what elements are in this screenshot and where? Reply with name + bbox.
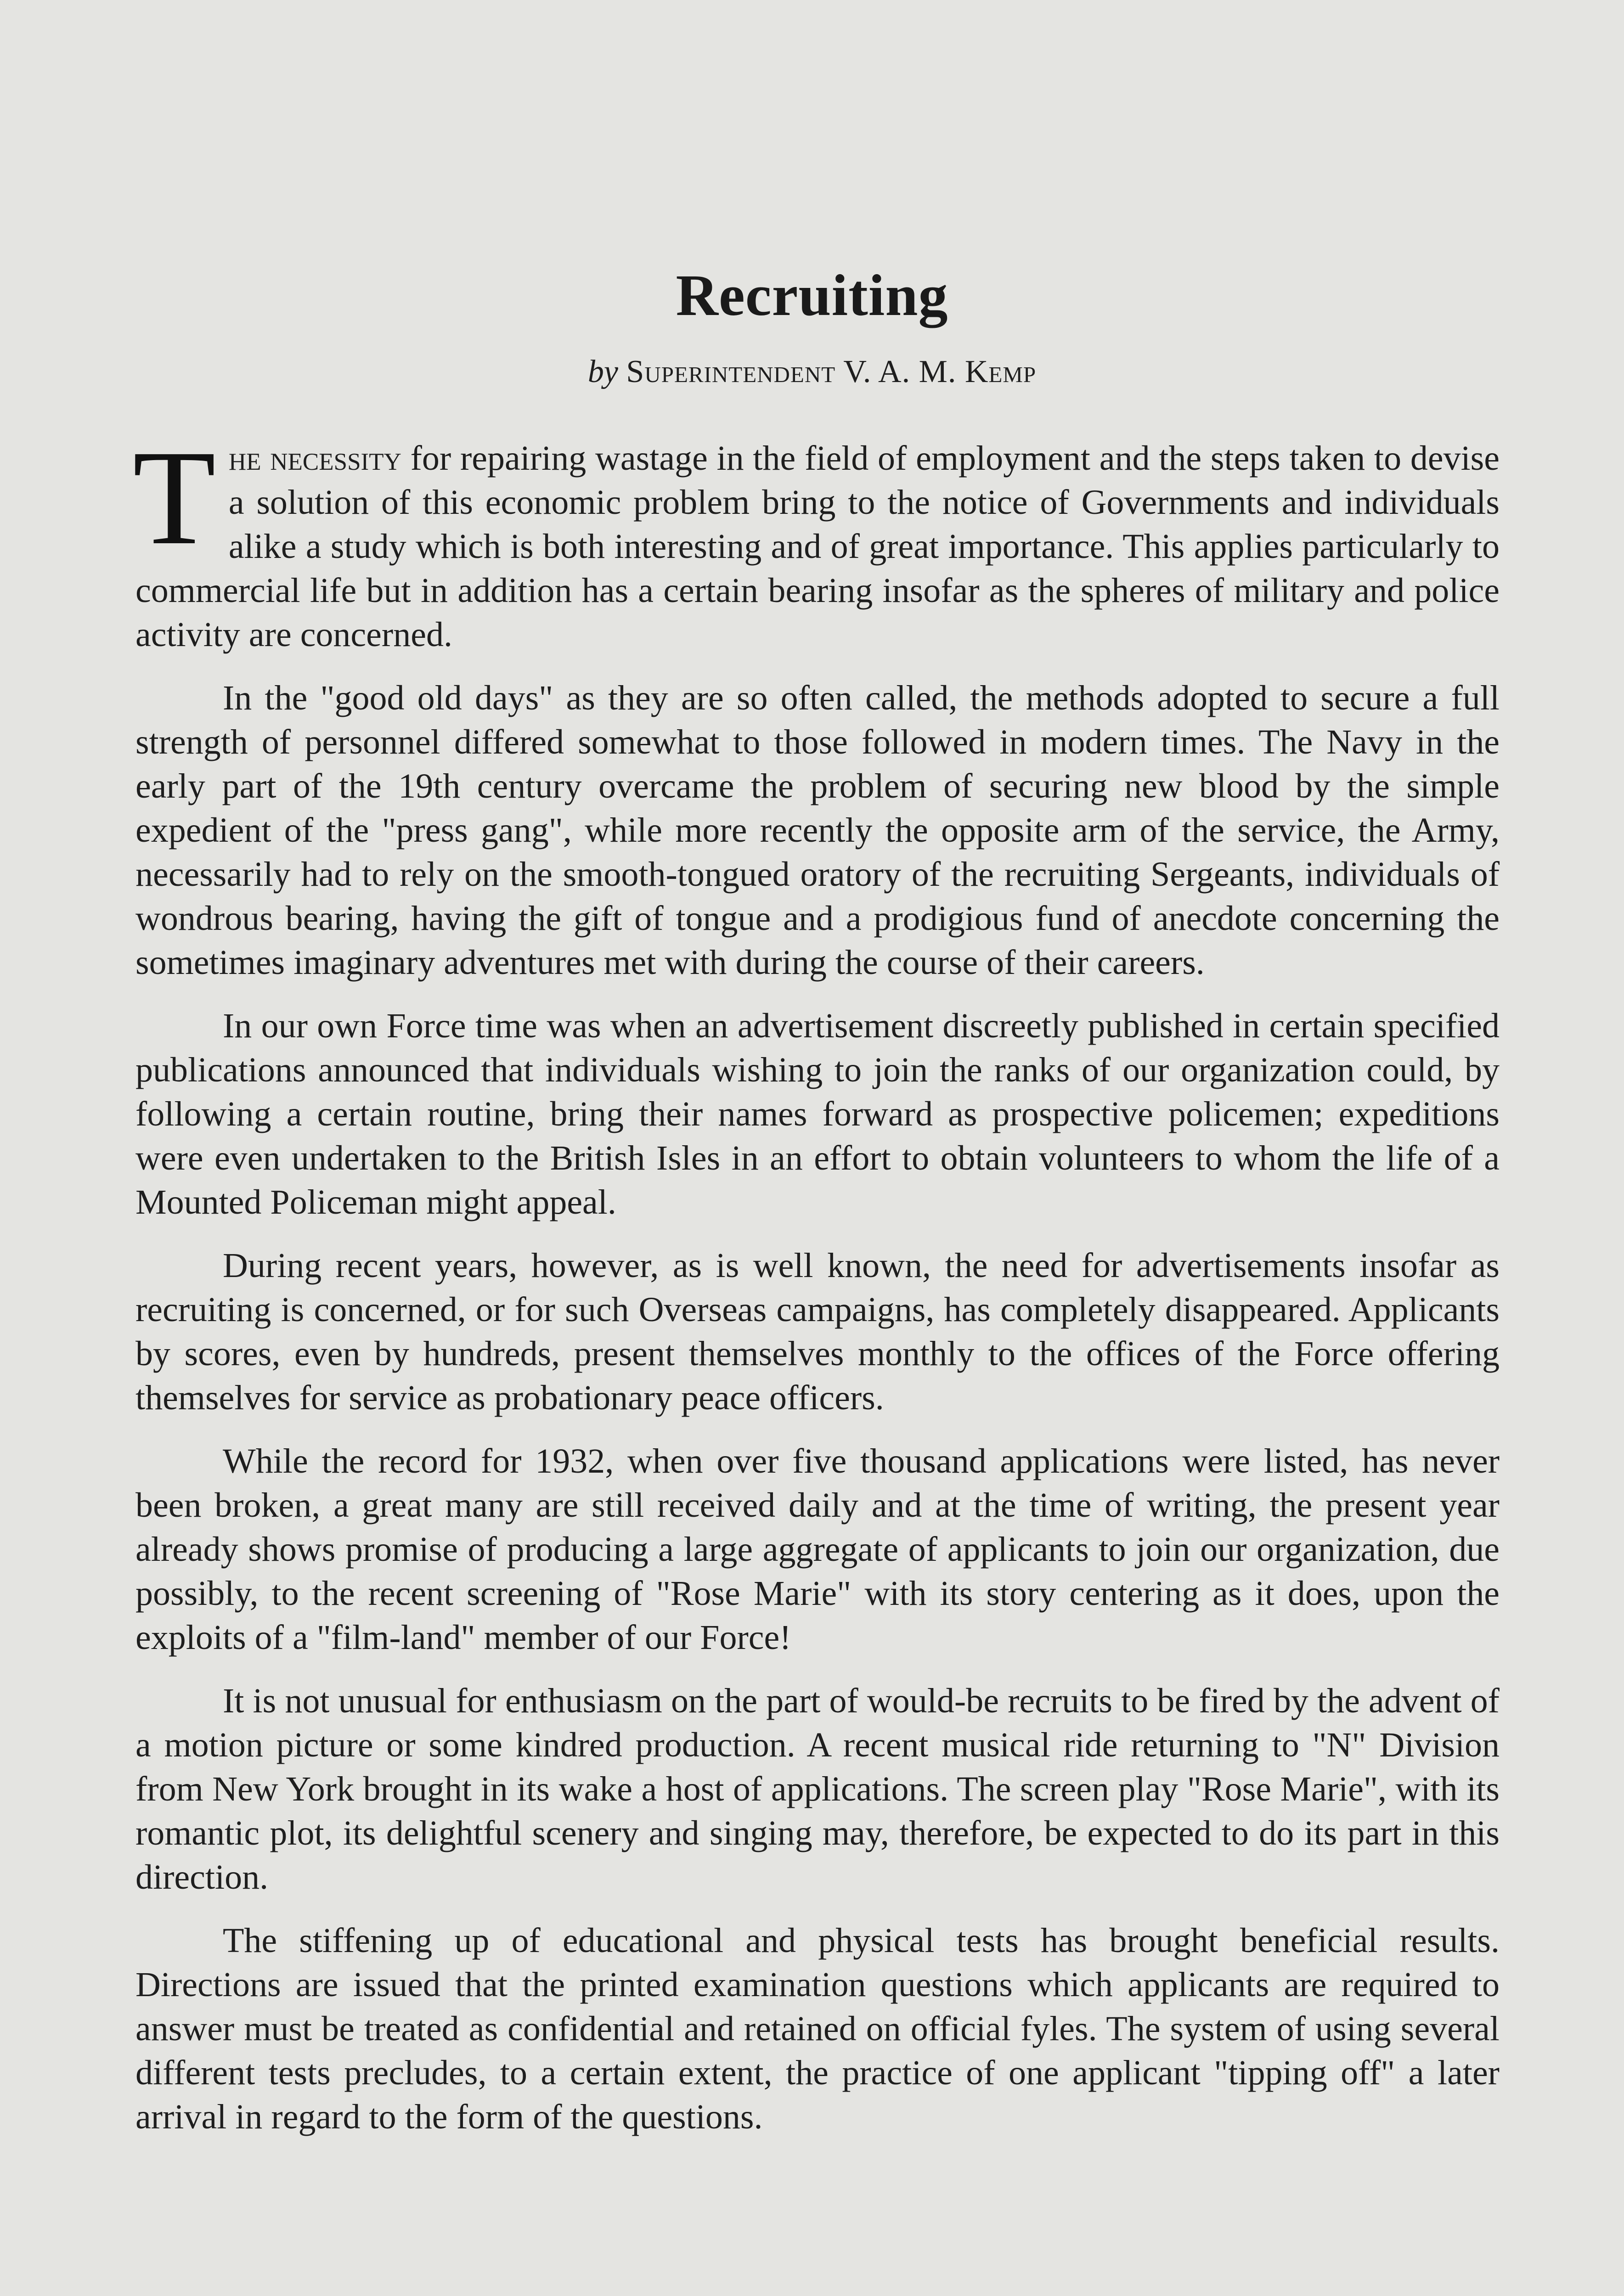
paragraph-7: The stiffening up of educational and physical tests has brought beneficial results. Directions are issued that the printed examination questions which applicants are required to answer must be treated as confidential and retained on official fyles. The system of using several different tests precludes, to a certain extent, the practice of one applicant "tipping off" a later arrival in regard to the form of the questions. bbox=[135, 1921, 1500, 2136]
byline-prefix: by bbox=[587, 354, 618, 389]
paragraph-1 bbox=[133, 422, 1500, 657]
article-body bbox=[133, 422, 1500, 2158]
paragraph-1-text: for repairing wastage in the field of employment and the steps taken to devise a solution of this economic problem bring to the notice of Governments and individuals alike a study which is both interesting and of great importance. This applies particularly to commercial life but in addition has a certain bearing insofar as the spheres of military and police activity are concerned. bbox=[135, 439, 1500, 654]
drop-cap: T bbox=[133, 422, 216, 573]
byline bbox=[0, 354, 1624, 390]
paragraph-4: During recent years, however, as is well known, the need for advertisements insofar as recruiting is concerned, or for such Overseas campaigns, has completely disappeared. Applicants by scores, even by hundreds, present themselves monthly to the offices of the Force offering themselves for service as probationary peace officers. bbox=[135, 1246, 1500, 1417]
paragraph-5: While the record for 1932, when over five thousand applications were listed, has never been broken, a great many are still received daily and at the time of writing, the present year already shows promise of producing a large aggregate of applicants to join our organization, due possibly, to the recent screening of "Rose Marie" with its story centering as it does, upon the exploits of a "film-land" member of our Force! bbox=[135, 1442, 1500, 1657]
paragraph-6: It is not unusual for enthusiasm on the part of would-be recruits to be fired by the advent of a motion picture or some kindred production. A recent musical ride returning to "N" Division from New York brought in its wake a host of applications. The screen play "Rose Marie", with its romantic plot, its delightful scenery and singing may, therefore, be expected to do its part in this direction. bbox=[135, 1682, 1500, 1896]
article-title: Recruiting bbox=[676, 263, 948, 328]
lead-in-small-caps: he necessity bbox=[228, 439, 401, 478]
paragraph-2: In the "good old days" as they are so often called, the methods adopted to secure a full strength of personnel differed somewhat to those followed in modern times. The Navy in the early part of the 19th century overcame the problem of securing new blood by the simple expedient of the "press gang", while more recently the opposite arm of the service, the Army, necessarily had to rely on the smooth-tongued oratory of the recruiting Sergeants, individuals of wondrous bearing, having the gift of tongue and a prodigious fund of anecdote concerning the sometimes imaginary adventures met with during the course of their careers. bbox=[135, 679, 1500, 982]
byline-author: Superintendent V. A. M. Kemp bbox=[626, 354, 1037, 389]
paragraph-3: In our own Force time was when an advertisement discreetly published in certain specified publications announced that individuals wishing to join the ranks of our organization could, by following a certain routine, bring their names forward as prospective policemen; expeditions were even undertaken to the British Isles in an effort to obtain volunteers to whom the life of a Mounted Policeman might appeal. bbox=[135, 1007, 1500, 1221]
